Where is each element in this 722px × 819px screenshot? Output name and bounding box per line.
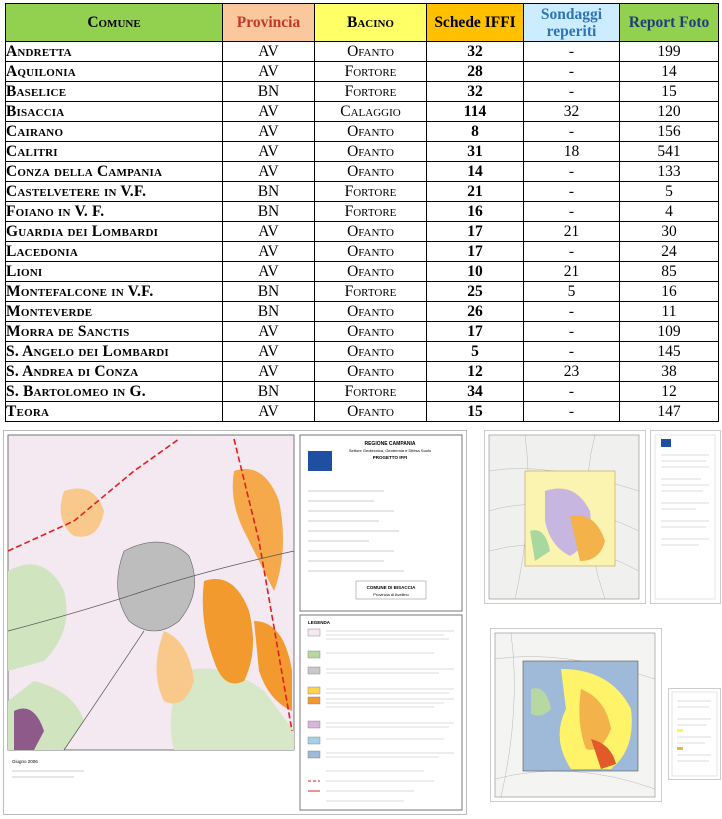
table-row <box>6 122 719 142</box>
cell-bacino: Ofanto <box>315 242 427 262</box>
cell-provincia: AV <box>223 122 315 142</box>
table-row <box>6 62 719 82</box>
table-row <box>6 402 719 422</box>
cell-bacino: Ofanto <box>315 362 427 382</box>
cell-provincia: BN <box>223 82 315 102</box>
cell-sondaggi: - <box>524 62 620 82</box>
cell-provincia: AV <box>223 162 315 182</box>
thumbnail-top-svg <box>485 431 645 603</box>
cell-report-foto: 12 <box>620 382 719 402</box>
cell-comune: S. Angelo dei Lombardi <box>6 342 223 362</box>
cell-sondaggi: - <box>524 342 620 362</box>
report-thumbnail-top-svg <box>651 431 720 603</box>
cell-report-foto: 11 <box>620 302 719 322</box>
cell-provincia: BN <box>223 382 315 402</box>
cell-sondaggi: - <box>524 202 620 222</box>
cell-bacino: Calaggio <box>315 102 427 122</box>
cell-sondaggi: 18 <box>524 142 620 162</box>
cell-sondaggi: 23 <box>524 362 620 382</box>
cell-bacino: Ofanto <box>315 322 427 342</box>
cell-report-foto: 109 <box>620 322 719 342</box>
cell-sondaggi: 21 <box>524 222 620 242</box>
table-row <box>6 42 719 62</box>
report-thumbnail-bottom <box>668 688 721 780</box>
cell-comune: Aquilonia <box>6 62 223 82</box>
table-row <box>6 242 719 262</box>
cell-report-foto: 85 <box>620 262 719 282</box>
cell-comune: Andretta <box>6 42 223 62</box>
cell-provincia: BN <box>223 302 315 322</box>
cell-comune: Monteverde <box>6 302 223 322</box>
geologic-map-sheet <box>3 430 467 815</box>
cell-report-foto: 541 <box>620 142 719 162</box>
cell-bacino: Ofanto <box>315 42 427 62</box>
map-legend-title: LEGENDA <box>308 620 331 625</box>
cell-bacino: Ofanto <box>315 122 427 142</box>
cell-sondaggi: - <box>524 162 620 182</box>
header-schede-iffi: Schede IFFI <box>427 4 524 42</box>
header-report-foto: Report Foto <box>620 4 719 42</box>
cell-sondaggi: 5 <box>524 282 620 302</box>
cell-comune: Baselice <box>6 82 223 102</box>
cell-provincia: AV <box>223 42 315 62</box>
cell-comune: Montefalcone in V.F. <box>6 282 223 302</box>
cell-sondaggi: - <box>524 322 620 342</box>
cell-report-foto: 133 <box>620 162 719 182</box>
cell-sondaggi: - <box>524 302 620 322</box>
cell-schede-iffi: 14 <box>427 162 524 182</box>
cell-report-foto: 4 <box>620 202 719 222</box>
map-figures <box>0 428 722 817</box>
report-thumbnail-bottom-svg <box>669 689 720 779</box>
cell-comune: Calitri <box>6 142 223 162</box>
cell-comune: Morra de Sanctis <box>6 322 223 342</box>
table-row <box>6 202 719 222</box>
table-row <box>6 182 719 202</box>
cell-schede-iffi: 26 <box>427 302 524 322</box>
cell-bacino: Fortore <box>315 202 427 222</box>
cell-comune: Lioni <box>6 262 223 282</box>
cell-comune: Teora <box>6 402 223 422</box>
geologic-map-svg <box>4 431 466 814</box>
cell-provincia: BN <box>223 282 315 302</box>
header-provincia: Provincia <box>223 4 315 42</box>
cell-provincia: AV <box>223 62 315 82</box>
map-sheet-header: REGIONE CAMPANIA <box>364 441 416 447</box>
cell-bacino: Ofanto <box>315 162 427 182</box>
table-row <box>6 82 719 102</box>
cell-bacino: Ofanto <box>315 402 427 422</box>
cell-provincia: AV <box>223 242 315 262</box>
cell-sondaggi: 21 <box>524 262 620 282</box>
map-thumbnail-bottom <box>490 628 662 802</box>
cell-sondaggi: 32 <box>524 102 620 122</box>
cell-bacino: Ofanto <box>315 262 427 282</box>
header-bacino: Bacino <box>315 4 427 42</box>
cell-sondaggi: - <box>524 42 620 62</box>
cell-schede-iffi: 16 <box>427 202 524 222</box>
cell-comune: Foiano in V. F. <box>6 202 223 222</box>
cell-sondaggi: - <box>524 382 620 402</box>
table-row <box>6 382 719 402</box>
table-row <box>6 322 719 342</box>
cell-bacino: Fortore <box>315 182 427 202</box>
cell-schede-iffi: 17 <box>427 322 524 342</box>
cell-sondaggi: - <box>524 402 620 422</box>
cell-report-foto: 147 <box>620 402 719 422</box>
cell-provincia: AV <box>223 362 315 382</box>
cell-report-foto: 120 <box>620 102 719 122</box>
cell-sondaggi: - <box>524 242 620 262</box>
table-row <box>6 162 719 182</box>
map-municipality: COMUNE DI BISACCIA <box>366 585 416 590</box>
cell-schede-iffi: 8 <box>427 122 524 142</box>
header-sondaggi: Sondaggi reperiti <box>524 4 620 42</box>
cell-provincia: BN <box>223 182 315 202</box>
cell-sondaggi: - <box>524 82 620 102</box>
cell-report-foto: 5 <box>620 182 719 202</box>
cell-schede-iffi: 28 <box>427 62 524 82</box>
report-thumbnail-top <box>650 430 721 604</box>
ffi-table <box>5 3 719 422</box>
cell-report-foto: 38 <box>620 362 719 382</box>
cell-comune: Conza della Campania <box>6 162 223 182</box>
table-row <box>6 262 719 282</box>
table-row <box>6 102 719 122</box>
cell-sondaggi: - <box>524 182 620 202</box>
cell-schede-iffi: 10 <box>427 262 524 282</box>
cell-provincia: AV <box>223 322 315 342</box>
cell-report-foto: 145 <box>620 342 719 362</box>
cell-report-foto: 30 <box>620 222 719 242</box>
cell-schede-iffi: 21 <box>427 182 524 202</box>
cell-bacino: Fortore <box>315 62 427 82</box>
table-row <box>6 142 719 162</box>
cell-bacino: Ofanto <box>315 142 427 162</box>
cell-comune: Guardia dei Lombardi <box>6 222 223 242</box>
cell-provincia: BN <box>223 202 315 222</box>
map-sheet-subheader: Settore Geotecnica, Geotermia e Difesa Suolo <box>348 448 432 453</box>
cell-provincia: AV <box>223 262 315 282</box>
cell-schede-iffi: 32 <box>427 82 524 102</box>
cell-sondaggi: - <box>524 122 620 142</box>
cell-bacino: Fortore <box>315 82 427 102</box>
cell-comune: Cairano <box>6 122 223 142</box>
cell-provincia: AV <box>223 102 315 122</box>
table-body <box>6 42 719 422</box>
cell-schede-iffi: 17 <box>427 222 524 242</box>
table-row <box>6 282 719 302</box>
cell-schede-iffi: 17 <box>427 242 524 262</box>
cell-comune: Bisaccia <box>6 102 223 122</box>
cell-report-foto: 15 <box>620 82 719 102</box>
cell-bacino: Fortore <box>315 282 427 302</box>
cell-comune: S. Andrea di Conza <box>6 362 223 382</box>
cell-provincia: AV <box>223 342 315 362</box>
cell-report-foto: 156 <box>620 122 719 142</box>
cell-report-foto: 199 <box>620 42 719 62</box>
cell-schede-iffi: 12 <box>427 362 524 382</box>
table-header-row <box>6 4 719 42</box>
cell-report-foto: 24 <box>620 242 719 262</box>
cell-schede-iffi: 32 <box>427 42 524 62</box>
cell-report-foto: 16 <box>620 282 719 302</box>
map-province: Provincia di Avellino <box>373 592 409 597</box>
table-row <box>6 222 719 242</box>
table-row <box>6 342 719 362</box>
map-project: PROGETTO IFFI <box>372 455 408 460</box>
cell-bacino: Ofanto <box>315 302 427 322</box>
cell-report-foto: 14 <box>620 62 719 82</box>
cell-schede-iffi: 34 <box>427 382 524 402</box>
cell-provincia: AV <box>223 142 315 162</box>
cell-schede-iffi: 5 <box>427 342 524 362</box>
cell-comune: Lacedonia <box>6 242 223 262</box>
cell-schede-iffi: 25 <box>427 282 524 302</box>
cell-bacino: Ofanto <box>315 342 427 362</box>
cell-bacino: Fortore <box>315 382 427 402</box>
cell-comune: S. Bartolomeo in G. <box>6 382 223 402</box>
cell-provincia: AV <box>223 402 315 422</box>
cell-schede-iffi: 31 <box>427 142 524 162</box>
table-row <box>6 362 719 382</box>
regione-logo <box>308 451 332 471</box>
cell-schede-iffi: 15 <box>427 402 524 422</box>
cell-comune: Castelvetere in V.F. <box>6 182 223 202</box>
thumbnail-bottom-svg <box>491 629 661 801</box>
cell-provincia: AV <box>223 222 315 242</box>
header-comune: Comune <box>6 4 223 42</box>
cell-bacino: Ofanto <box>315 222 427 242</box>
table-row <box>6 302 719 322</box>
map-date-line: Giugno 2006 <box>12 759 38 764</box>
cell-schede-iffi: 114 <box>427 102 524 122</box>
map-thumbnail-top <box>484 430 646 604</box>
